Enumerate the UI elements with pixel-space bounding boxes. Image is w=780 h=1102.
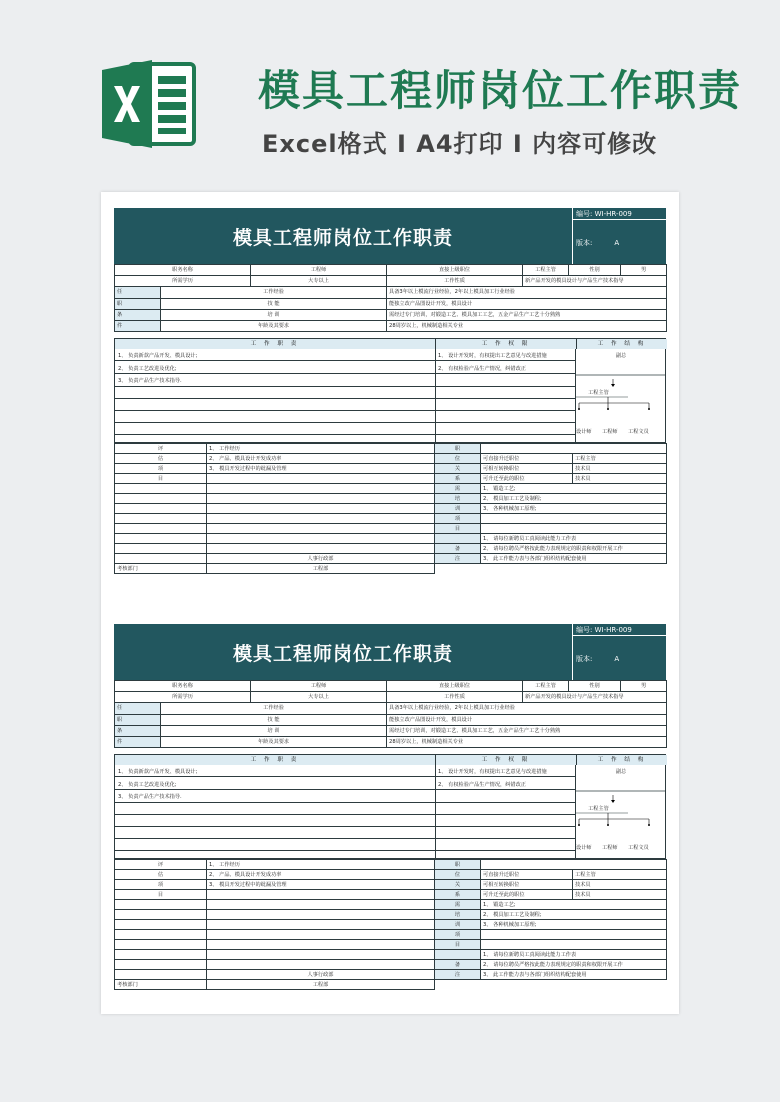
cell	[207, 514, 435, 524]
cell: 评	[115, 444, 207, 454]
table-row	[115, 504, 667, 514]
duty-section	[114, 338, 666, 443]
cell: 1、 锻造工艺;	[481, 900, 667, 910]
duty-item: 2、 负责工艺改进及优化;	[118, 366, 177, 372]
cell	[481, 930, 667, 940]
cell: 技术员	[573, 464, 667, 474]
section-duty-header: 工 作 职 责	[115, 755, 436, 765]
cell: 关	[435, 880, 481, 890]
cell: 年龄及其要求	[161, 736, 387, 747]
cell: 工作经验	[161, 703, 387, 714]
cell: 位	[435, 454, 481, 464]
cell	[207, 524, 435, 534]
table-row	[115, 980, 667, 990]
table-row	[115, 265, 667, 276]
cell: 3、 各种机械加工原理;	[481, 504, 667, 514]
cell	[115, 484, 207, 494]
table-row	[115, 298, 667, 309]
cell: 1、 请每位新聘员工真阅读此能力工作表	[481, 534, 667, 544]
table-row	[115, 444, 667, 454]
duty-item: 2、 负责工艺改进及优化;	[118, 782, 177, 788]
version-value: A	[614, 239, 620, 247]
cell	[115, 960, 207, 970]
cell: 具备3年以上模流行业经验，2年以上模具加工行业经验	[387, 287, 667, 298]
cell: 项	[115, 880, 207, 890]
page-header	[0, 0, 780, 190]
cell	[207, 910, 435, 920]
duty-lines	[115, 349, 667, 444]
section-header-row	[115, 755, 667, 765]
cell: 3、 此工作能力表与各部门组织结构配套使用	[481, 554, 667, 564]
table-row	[115, 514, 667, 524]
doc-version	[572, 636, 666, 680]
cell: 培 训	[161, 309, 387, 320]
table-row	[115, 870, 667, 880]
cell: 28周岁以上，机械制造相关专业	[387, 320, 667, 331]
table-row	[115, 564, 667, 574]
cell: 职	[115, 298, 161, 309]
cell: 人事行政部	[207, 554, 435, 564]
cell: 培	[435, 910, 481, 920]
org-sub: 工程师	[602, 429, 618, 435]
cell: 备	[435, 544, 481, 554]
cell: 目	[115, 890, 207, 900]
cell	[115, 544, 207, 554]
duty-item: 3、 负责产品生产技术指导.	[118, 794, 182, 800]
cell	[481, 860, 667, 870]
table-row	[115, 474, 667, 484]
table-row	[115, 494, 667, 504]
cell: 工作性质	[387, 276, 523, 287]
table-row	[115, 900, 667, 910]
cell: 件	[115, 736, 161, 747]
table-row	[115, 960, 667, 970]
org-chart	[576, 765, 666, 860]
cell: 2、 产品、模具设计开发成功率	[207, 870, 435, 880]
table-row	[115, 454, 667, 464]
cell	[207, 930, 435, 940]
table-row	[115, 930, 667, 940]
cell: 可升迁至此的职位	[481, 474, 573, 484]
table-row	[115, 534, 667, 544]
cell: 备	[435, 960, 481, 970]
cell: 技 能	[161, 714, 387, 725]
evaluation-table	[114, 859, 667, 990]
cell	[115, 910, 207, 920]
cell: 1、 请每位新聘员工真阅读此能力工作表	[481, 950, 667, 960]
cell: 需	[435, 900, 481, 910]
cell: 工程主管	[573, 454, 667, 464]
org-chart	[576, 349, 666, 444]
table-row	[115, 725, 667, 736]
authority-item: 2、 有权检验产品生产情况，纠错改正	[438, 366, 526, 372]
org-top: 副总	[615, 353, 627, 359]
version-label: 版本:	[576, 239, 593, 247]
doc-title: 模具工程师岗位工作职责	[232, 642, 453, 665]
cell: 可直接升迁职位	[481, 870, 573, 880]
cell	[207, 534, 435, 544]
cell: 需	[435, 484, 481, 494]
table-row	[115, 276, 667, 287]
cell: 工程部	[207, 980, 435, 990]
cell	[115, 930, 207, 940]
cell: 3、 此工作能力表与各部门组织结构配套使用	[481, 970, 667, 980]
cell: 职	[435, 444, 481, 454]
cell: 3、 模具开发过程中的纰漏及管理	[207, 464, 435, 474]
main-title: 模具工程师岗位工作职责	[258, 66, 743, 115]
cell	[207, 504, 435, 514]
cell: 训	[435, 920, 481, 930]
cell: 2、 请每位聘员严格按此能力表现规定的职责和权限开展工作	[481, 960, 667, 970]
cell: 3、 模具开发过程中的纰漏及管理	[207, 880, 435, 890]
cell: 估	[115, 454, 207, 464]
cell: 技术员	[573, 880, 667, 890]
table-row	[115, 880, 667, 890]
cell: 职	[115, 714, 161, 725]
cell: 可相互转换职位	[481, 464, 573, 474]
cell: 大专以上	[251, 276, 387, 287]
table-row	[115, 692, 667, 703]
cell: 技术员	[573, 474, 667, 484]
authority-item: 1、 设计开发时，有权提出工艺意见与改进措施	[438, 353, 547, 359]
table-row	[115, 703, 667, 714]
cell: 年龄及其要求	[161, 320, 387, 331]
cell: 能独立改产品图设计开发，模具设计	[387, 714, 667, 725]
cell: 1、 工作经历	[207, 860, 435, 870]
org-sub: 工程文员	[628, 429, 649, 435]
cell: 新产品开发的模具设计与产品生产技术指导	[523, 692, 667, 703]
cell: 男	[621, 265, 667, 276]
cell	[207, 484, 435, 494]
cell: 所需学历	[115, 276, 251, 287]
org-sub: 设计师	[576, 429, 592, 435]
version-value: A	[614, 655, 620, 663]
doc-code: 编号: WI-HR-009	[572, 208, 666, 220]
cell: 条	[115, 309, 161, 320]
cell: 可升迁至此的职位	[481, 890, 573, 900]
info-table	[114, 264, 667, 332]
table-row	[115, 464, 667, 474]
cell: 工作性质	[387, 692, 523, 703]
cell: 技 能	[161, 298, 387, 309]
section-authority-header: 工 作 权 限	[436, 755, 577, 765]
table-row	[115, 920, 667, 930]
cell: 所需学历	[115, 692, 251, 703]
cell: 条	[115, 725, 161, 736]
cell: 性别	[569, 681, 621, 692]
cell: 直接上级职位	[387, 265, 523, 276]
cell	[207, 920, 435, 930]
cell: 注	[435, 970, 481, 980]
cell: 2、 请每位聘员严格按此能力表现规定的职责和权限开展工作	[481, 544, 667, 554]
cell: 工程主管	[573, 870, 667, 880]
duty-section	[114, 754, 666, 859]
cell: 职	[435, 860, 481, 870]
cell	[207, 950, 435, 960]
cell: 关	[435, 464, 481, 474]
cell: 大专以上	[251, 692, 387, 703]
version-label: 版本:	[576, 655, 593, 663]
cell: 评	[115, 860, 207, 870]
section-duty-header: 工 作 职 责	[115, 339, 436, 349]
section-structure-header: 工 作 结 构	[577, 755, 667, 765]
cell: 人事行政部	[207, 970, 435, 980]
cell: 1、 工作经历	[207, 444, 435, 454]
doc-code: 编号: WI-HR-009	[572, 624, 666, 636]
org-sub: 设计师	[576, 845, 592, 851]
authority-item: 1、 设计开发时，有权提出工艺意见与改进措施	[438, 769, 547, 775]
cell	[115, 920, 207, 930]
cell: 培	[435, 494, 481, 504]
cell: 可直接升迁职位	[481, 454, 573, 464]
cell: 工程主管	[523, 265, 569, 276]
cell: 工作经验	[161, 287, 387, 298]
org-mid: 工程主管	[588, 806, 609, 812]
table-row	[115, 287, 667, 298]
cell: 2、 产品、模具设计开发成功率	[207, 454, 435, 464]
cell	[207, 544, 435, 554]
cell: 需经过专门培训，对锻造工艺、模具加工工艺，五金产品生产工艺十分熟熟	[387, 725, 667, 736]
cell	[435, 534, 481, 544]
cell: 位	[435, 870, 481, 880]
cell: 目	[435, 524, 481, 534]
cell	[207, 960, 435, 970]
sub-title: Excel格式 I A4打印 I 内容可修改	[262, 130, 658, 158]
table-row	[115, 970, 667, 980]
table-row	[115, 890, 667, 900]
doc-version	[572, 220, 666, 264]
cell: 新产品开发的模具设计与产品生产技术指导	[523, 276, 667, 287]
cell: 工程部	[207, 564, 435, 574]
cell	[115, 514, 207, 524]
cell	[481, 514, 667, 524]
cell	[435, 980, 667, 990]
org-mid: 工程主管	[588, 390, 609, 396]
cell: 工程主管	[523, 681, 569, 692]
excel-x-icon	[100, 58, 198, 150]
cell: 职务名称	[115, 265, 251, 276]
section-header-row	[115, 339, 667, 349]
table-row	[115, 320, 667, 331]
table-row	[115, 910, 667, 920]
authority-item: 2、 有权检验产品生产情况，纠错改正	[438, 782, 526, 788]
cell: 直接上级职位	[387, 681, 523, 692]
cell: 工程师	[251, 681, 387, 692]
duty-item: 3、 负责产品生产技术指导.	[118, 378, 182, 384]
cell: 任	[115, 287, 161, 298]
cell: 任	[115, 703, 161, 714]
cell: 项	[435, 514, 481, 524]
cell	[481, 444, 667, 454]
cell: 考核部门	[115, 980, 207, 990]
cell	[207, 900, 435, 910]
table-row	[115, 544, 667, 554]
cell: 性别	[569, 265, 621, 276]
cell	[115, 534, 207, 544]
cell: 2、 模具加工工艺及制程;	[481, 494, 667, 504]
cell	[207, 890, 435, 900]
cell: 可相互转换职位	[481, 880, 573, 890]
document-copy-2	[114, 624, 666, 1004]
duty-item: 1、 负责新款产品开发、模具设计;	[118, 769, 198, 775]
cell: 估	[115, 870, 207, 880]
cell	[115, 900, 207, 910]
table-row	[115, 860, 667, 870]
table-row	[115, 950, 667, 960]
cell	[481, 524, 667, 534]
cell: 项	[115, 464, 207, 474]
cell	[481, 940, 667, 950]
doc-banner	[114, 624, 666, 680]
section-structure-header: 工 作 结 构	[577, 339, 667, 349]
cell	[435, 564, 667, 574]
cell: 目	[435, 940, 481, 950]
doc-banner	[114, 208, 666, 264]
cell: 需经过专门培训，对锻造工艺、模具加工工艺，五金产品生产工艺十分熟熟	[387, 309, 667, 320]
cell: 3、 各种机械加工原理;	[481, 920, 667, 930]
table-row	[115, 736, 667, 747]
cell	[435, 950, 481, 960]
cell: 系	[435, 890, 481, 900]
table-row	[115, 554, 667, 564]
duty-item: 1、 负责新款产品开发、模具设计;	[118, 353, 198, 359]
cell	[115, 940, 207, 950]
org-top: 副总	[615, 769, 627, 775]
document-copy-1	[114, 208, 666, 588]
cell	[115, 970, 207, 980]
cell	[207, 494, 435, 504]
cell: 培 训	[161, 725, 387, 736]
cell: 件	[115, 320, 161, 331]
duty-lines	[115, 765, 667, 860]
cell: 系	[435, 474, 481, 484]
cell: 考核部门	[115, 564, 207, 574]
table-row	[115, 524, 667, 534]
table-row	[115, 309, 667, 320]
cell	[115, 950, 207, 960]
info-table	[114, 680, 667, 748]
cell: 职务名称	[115, 681, 251, 692]
cell: 能独立改产品图设计开发，模具设计	[387, 298, 667, 309]
cell	[207, 474, 435, 484]
cell: 技术员	[573, 890, 667, 900]
table-row	[115, 484, 667, 494]
cell: 目	[115, 474, 207, 484]
cell: 训	[435, 504, 481, 514]
cell: 项	[435, 930, 481, 940]
cell: 2、 模具加工工艺及制程;	[481, 910, 667, 920]
table-row	[115, 681, 667, 692]
table-row	[115, 940, 667, 950]
cell	[115, 554, 207, 564]
cell: 1、 锻造工艺;	[481, 484, 667, 494]
cell: 工程师	[251, 265, 387, 276]
table-row	[115, 714, 667, 725]
doc-title: 模具工程师岗位工作职责	[232, 226, 453, 249]
cell	[115, 524, 207, 534]
section-authority-header: 工 作 权 限	[436, 339, 577, 349]
cell	[207, 940, 435, 950]
cell: 注	[435, 554, 481, 564]
cell: 28周岁以上，机械制造相关专业	[387, 736, 667, 747]
org-sub: 工程文员	[628, 845, 649, 851]
evaluation-table	[114, 443, 667, 574]
cell	[115, 494, 207, 504]
cell	[115, 504, 207, 514]
cell: 具备3年以上模流行业经验，2年以上模具加工行业经验	[387, 703, 667, 714]
cell: 男	[621, 681, 667, 692]
org-sub: 工程师	[602, 845, 618, 851]
